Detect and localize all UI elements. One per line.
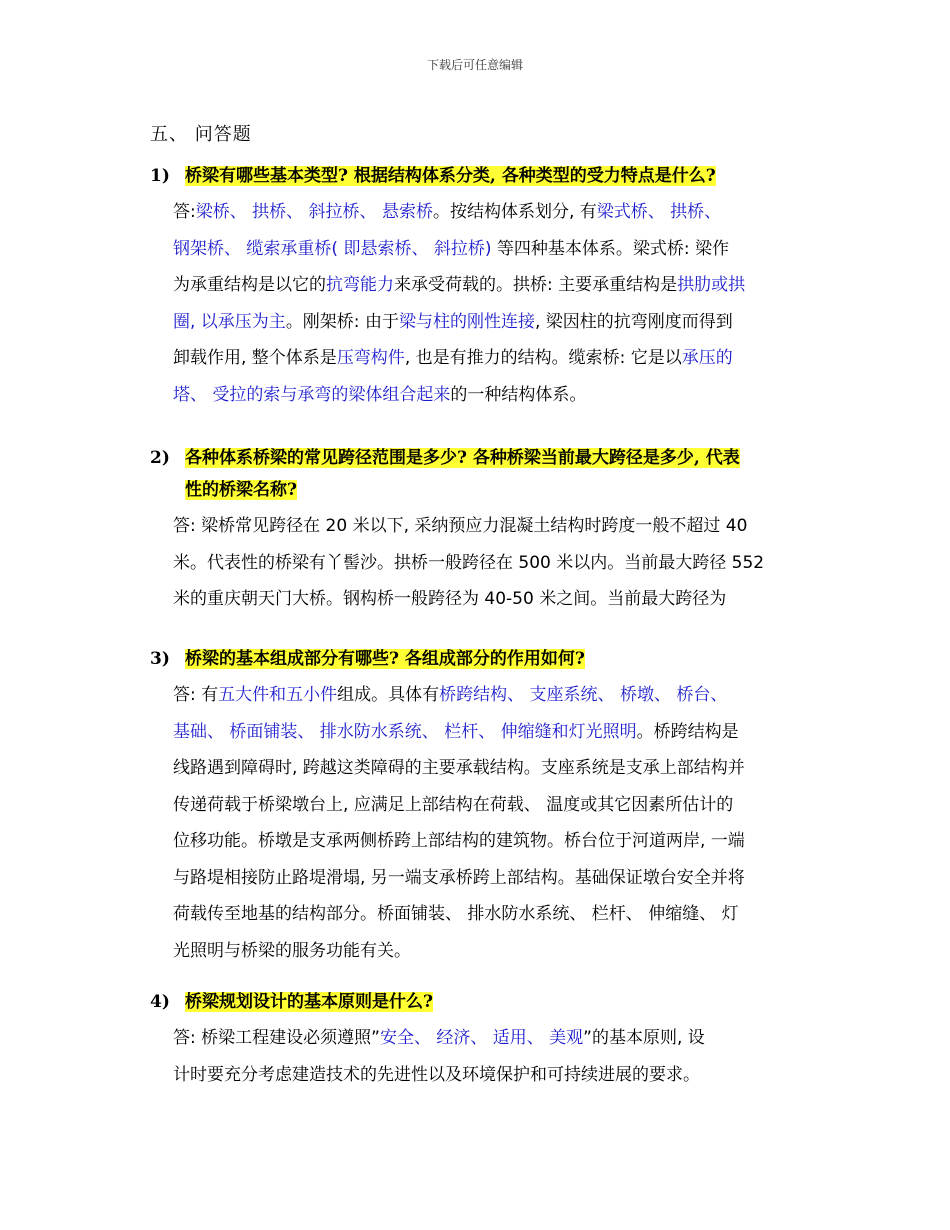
answer-line [173,508,810,545]
question-text: 桥梁的基本组成部分有哪些? 各组成部分的作用如何? [185,649,585,669]
question-text: 性的桥梁名称? [185,480,297,500]
answer-keyword: 拱肋或拱 [677,275,746,295]
answer-keyword: 梁桥、 拱桥、 斜拉桥、 悬索桥 [195,202,433,222]
qa-item-1 [150,160,810,413]
answer-line [173,1057,810,1094]
answer-line [173,267,810,304]
answer-text: 。按结构体系划分, 有 [432,202,597,222]
answer-line [173,377,810,414]
question-text: 各种体系桥梁的常见跨径范围是多少? 各种桥梁当前最大跨径是多少, 代表 [185,448,740,468]
answer-text: 线路遇到障碍时, 跨越这类障碍的主要承载结构。支座系统是支承上部结构并 [173,758,745,778]
answer-text: 。刚架桥: 由于 [285,311,399,332]
answer-keyword: 梁式桥、 拱桥、 [596,202,722,222]
answer-text: 来承受荷载的。拱桥: 主要承重结构是 [394,275,678,295]
page-header: 下载后可任意编辑 [426,58,523,72]
answer-keyword: 承压的 [681,348,733,368]
answer [150,194,810,413]
qa-item-2 [150,442,810,618]
question [150,986,810,1018]
answer [150,677,810,969]
answer-text: 与路堤相接防止路堤滑塌, 另一端支承桥跨上部结构。基础保证墩台安全并将 [173,867,745,888]
question [150,442,810,506]
answer-text: 光照明与桥梁的服务功能有关。 [173,940,411,961]
answer-line [173,304,810,341]
answer-text: , 也是有推力的结构。缆索桥: 它是以 [404,348,682,368]
question-text: 桥梁有哪些基本类型? 根据结构体系分类, 各种类型的受力特点是什么? [185,166,716,186]
answer-keyword: 抗弯能力 [326,275,394,295]
answer-line [173,896,810,933]
question-text: 桥梁规划设计的基本原则是什么? [185,992,433,1012]
question-number: 4) [150,992,170,1012]
answer-text: 的一种结构体系。 [450,384,587,405]
answer-line [173,787,810,824]
answer-text: 卸载作用, 整个体系是 [173,348,337,368]
answer-text: 等四种基本体系。梁式桥: 梁作 [491,238,730,259]
answer-text: 答: 梁桥常见跨径在 20 米以下, 采纳预应力混凝土结构时跨度一般不超过 40 [173,516,748,536]
answer-line [173,677,810,714]
section-title: 五、 问答题 [150,124,252,145]
answer-text: ”的基本原则, 设 [583,1028,705,1048]
answer-line [173,860,810,897]
answer-text: 组成。具体有 [337,685,440,705]
answer-keyword: 梁与柱的刚性连接 [398,311,535,332]
question [150,643,810,675]
answer-text: 位移功能。桥墩是支承两侧桥跨上部结构的建筑物。桥台位于河道两岸, 一端 [173,831,745,851]
answer-line [173,231,810,268]
answer-text: 计时要充分考虑建造技术的先进性以及环境保护和可持续进展的要求。 [173,1064,700,1085]
qa-item-3 [150,643,810,969]
answer-line [173,823,810,860]
answer [150,508,810,618]
question-number: 1) [150,166,170,186]
answer-keyword: 圈, 以承压为主 [173,311,286,332]
answer-text: 答: [173,202,196,222]
question-number: 3) [150,649,170,669]
answer-line [173,1020,810,1057]
question [150,160,810,192]
answer-text: 荷载传至地基的结构部分。桥面铺装、 排水防水系统、 栏杆、 伸缩缝、 灯 [173,904,739,924]
answer [150,1020,810,1093]
qa-item-4 [150,986,810,1093]
answer-keyword: 基础、 桥面铺装、 排水防水系统、 栏杆、 伸缩缝和灯光照明 [173,721,637,742]
answer-keyword: 塔、 受拉的索与承弯的梁体组合起来 [173,384,451,405]
answer-keyword: 安全、 经济、 适用、 美观 [379,1028,584,1048]
answer-text: 传递荷载于桥梁墩台上, 应满足上部结构在荷载、 温度或其它因素所估计的 [173,794,734,815]
answer-line [173,545,810,582]
answer-text: 。桥跨结构是 [636,721,739,742]
answer-line [173,340,810,377]
answer-keyword: 钢架桥、 缆索承重桥( 即悬索桥、 斜拉桥) [173,238,492,259]
answer-line [173,581,810,618]
answer-text: 米。代表性的桥梁有丫髻沙。拱桥一般跨径在 500 米以内。当前最大跨径 552 [173,552,765,573]
answer-keyword: 五大件和五小件 [218,685,338,705]
answer-line [173,750,810,787]
answer-text: 为承重结构是以它的 [173,275,326,295]
answer-keyword: 桥跨结构、 支座系统、 桥墩、 桥台、 [439,685,728,705]
answer-text: 答: 有 [173,685,219,705]
answer-text: , 梁因柱的抗弯刚度而得到 [534,311,733,332]
answer-text: 答: 桥梁工程建设必须遵照” [173,1028,380,1048]
answer-line [173,933,810,970]
answer-keyword: 压弯构件 [336,348,405,368]
answer-line [173,714,810,751]
answer-text: 米的重庆朝天门大桥。钢构桥一般跨径为 40-50 米之间。当前最大跨径为 [173,589,727,609]
answer-line [173,194,810,231]
question-number: 2) [150,448,170,468]
